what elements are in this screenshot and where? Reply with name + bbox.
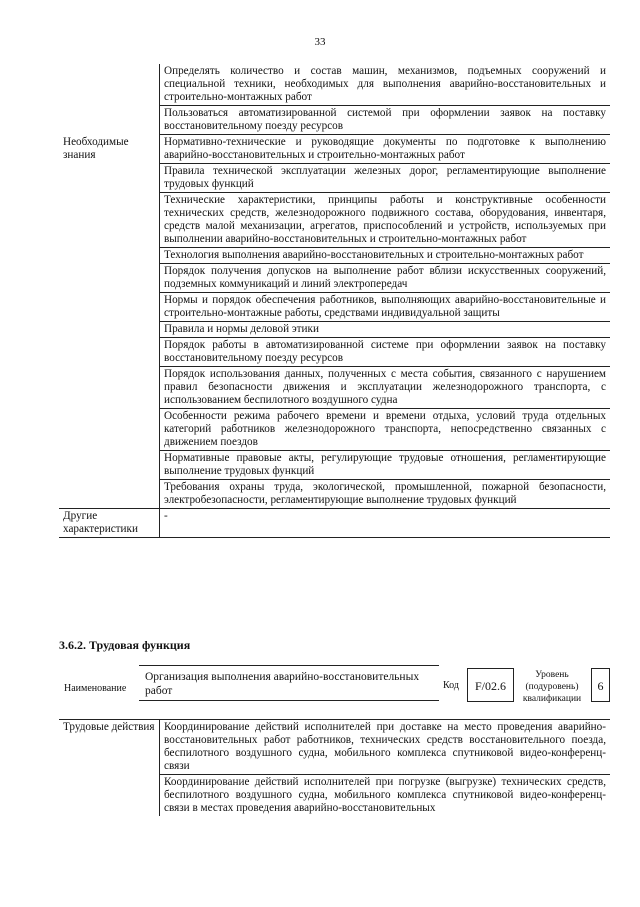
actions-label: Трудовые действия xyxy=(59,720,160,775)
table-row xyxy=(59,106,610,135)
knowledge-item: Особенности режима рабочего времени и времени отдыха, условий труда отдельных категорий работников железнодорожного транспорта, непосредственно связанных с движением поездов xyxy=(160,409,611,451)
table-row xyxy=(59,248,610,264)
table-row xyxy=(59,451,610,480)
table-row xyxy=(59,264,610,293)
level-label: Уровень (подуровень) квалификации xyxy=(522,670,582,704)
action-item: Координирование действий исполнителей при доставке на место проведения аварийно-восстановительных работ работников, технических средств восстановительного поезда, беспилотного воздушного судна, мобильного комплекса спутниковой видео-конференц-связи xyxy=(160,720,611,775)
skill-item: Определять количество и состав машин, механизмов, подъемных сооружений и специальной техники, необходимых для выполнения аварийно-восстановительных и строительно-монтажных работ xyxy=(160,64,611,106)
knowledge-item: Требования охраны труда, экологической, промышленной, пожарной безопасности, электробезопасности, регламентирующие выполнение трудовых функций xyxy=(164,481,606,506)
table-row xyxy=(59,164,610,193)
knowledge-item: Технология выполнения аварийно-восстановительных и строительно-монтажных работ xyxy=(160,248,611,264)
table-row xyxy=(59,322,610,338)
knowledge-item: Правила и нормы деловой этики xyxy=(160,322,611,338)
knowledge-item: Порядок работы в автоматизированной системе при оформлении заявок на поставку восстановительному поезду ресурсов xyxy=(160,338,611,367)
table-row xyxy=(59,193,610,248)
other-value: - xyxy=(160,509,611,538)
knowledge-item: Нормы и порядок обеспечения работников, выполняющих аварийно-восстановительные и строительно-монтажные работы, средствами индивидуальной защиты xyxy=(160,293,611,322)
skill-item: Пользоваться автоматизированной системой при оформлении заявок на поставку восстановительному поезду ресурсов xyxy=(160,106,611,135)
knowledge-item: Нормативные правовые акты, регулирующие трудовые отношения, регламентирующие выполнение трудовых функций xyxy=(160,451,611,480)
page-number: 33 xyxy=(314,36,326,48)
table-row xyxy=(59,775,610,817)
section-title: 3.6.2. Трудовая функция xyxy=(59,638,191,652)
knowledge-item: Правила технической эксплуатации железных дорог, регламентирующие выполнение трудовых функций xyxy=(160,164,611,193)
requirements-table xyxy=(59,64,610,538)
function-code: F/02.6 xyxy=(467,668,514,702)
knowledge-item: Порядок использования данных, полученных с места события, связанного с нарушением правил безопасности движения и эксплуатации железнодорожного транспорта, с использованием беспилотного воздушного судна xyxy=(160,367,611,409)
actions-table xyxy=(59,719,610,816)
skills-label-cell xyxy=(59,64,160,106)
table-row xyxy=(59,409,610,451)
table-row xyxy=(59,64,610,106)
table-row xyxy=(59,509,610,538)
knowledge-item: Технические характеристики, принципы работы и конструктивные особенности технических средств, железнодорожного подвижного состава, оборудования, инвентаря, средств малой механизации, агрегатов, приспособлений и устройств, используемых при выполнении аварийно-восстановительных и строительно-монтажных работ xyxy=(160,193,611,248)
action-item: Координирование действий исполнителей при погрузке (выгрузке) технических средств, беспилотного воздушного судна, мобильного комплекса спутниковой видео-конференц-связи в местах проведения аварийно-восстановительных xyxy=(160,775,611,817)
other-label: Другие характеристики xyxy=(59,509,160,538)
knowledge-label: Необходимые знания xyxy=(59,135,160,164)
qualification-level: 6 xyxy=(591,668,610,702)
table-row xyxy=(59,293,610,322)
table-row xyxy=(59,480,610,509)
table-row xyxy=(59,135,610,164)
table-row xyxy=(59,338,610,367)
name-label: Наименование xyxy=(64,683,127,694)
code-label: Код xyxy=(443,680,459,691)
table-row xyxy=(59,367,610,409)
table-row xyxy=(59,720,610,775)
skills-label-cell xyxy=(59,106,160,135)
function-name: Организация выполнения аварийно-восстановительных работ xyxy=(139,665,439,701)
knowledge-item: Нормативно-технические и руководящие документы по подготовке к выполнению аварийно-восстановительных и строительно-монтажных работ xyxy=(160,135,611,164)
knowledge-item: Порядок получения допусков на выполнение работ вблизи искусственных сооружений, подземных коммуникаций и линий электропередач xyxy=(160,264,611,293)
